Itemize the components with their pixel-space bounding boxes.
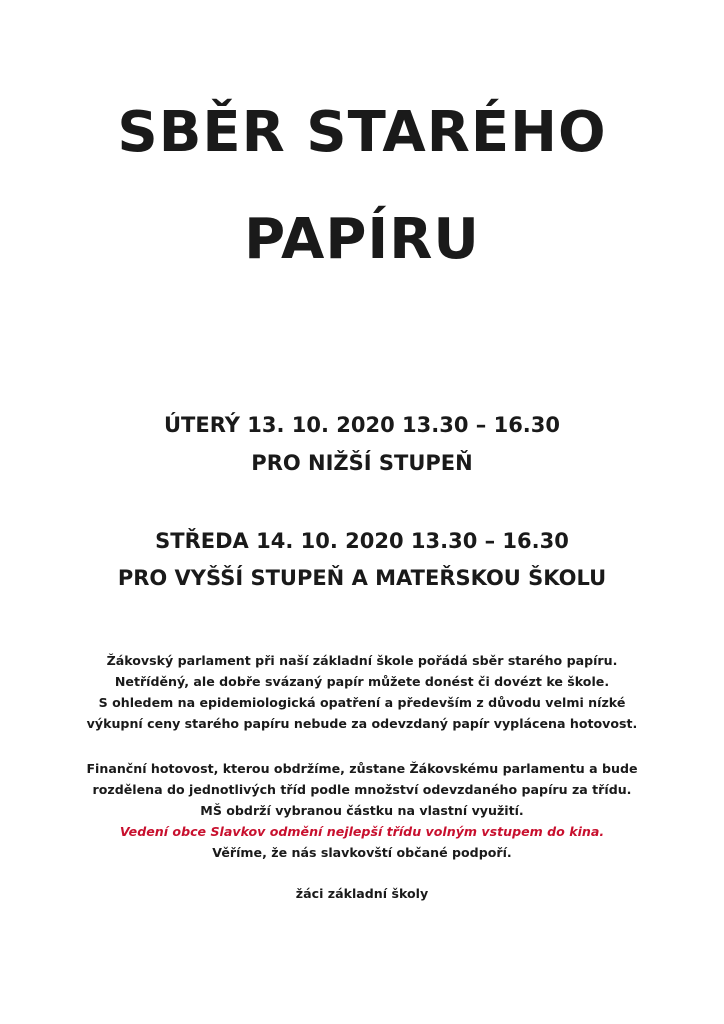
info-line: rozdělena do jednotlivých tříd podle množství odevzdaného papíru za třídu.	[92, 782, 632, 797]
schedule-group-lower: PRO NIŽŠÍ STUPEŇ	[251, 451, 473, 475]
signature: žáci základní školy	[295, 886, 429, 901]
schedule-date-wednesday: STŘEDA 14. 10. 2020 13.30 – 16.30	[155, 529, 569, 553]
poster-title-line-1: SBĚR STARÉHO	[117, 100, 607, 165]
schedule-date-tuesday: ÚTERÝ 13. 10. 2020 13.30 – 16.30	[163, 413, 561, 437]
poster-title-line-2: PAPÍRU	[244, 207, 480, 272]
info-line: S ohledem na epidemiologická opatření a především z důvodu velmi nízké	[98, 695, 626, 710]
schedule-group-upper: PRO VYŠŠÍ STUPEŇ A MATEŘSKOU ŠKOLU	[117, 566, 607, 590]
highlight-reward-line: Vedení obce Slavkov odmění nejlepší třídu volným vstupem do kina.	[119, 824, 605, 839]
info-line: Finanční hotovost, kterou obdržíme, zůstane Žákovskému parlamentu a bude	[86, 761, 638, 776]
info-line: Netříděný, ale dobře svázaný papír můžete donést či dovézt ke škole.	[114, 674, 610, 689]
info-line: MŠ obdrží vybranou částku na vlastní využití.	[200, 803, 524, 818]
info-line: Věříme, že nás slavkovští občané podpoří.	[212, 845, 512, 860]
info-line: Žákovský parlament při naší základní škole pořádá sběr starého papíru.	[106, 653, 618, 668]
info-line: výkupní ceny starého papíru nebude za odevzdaný papír vyplácena hotovost.	[86, 716, 638, 731]
